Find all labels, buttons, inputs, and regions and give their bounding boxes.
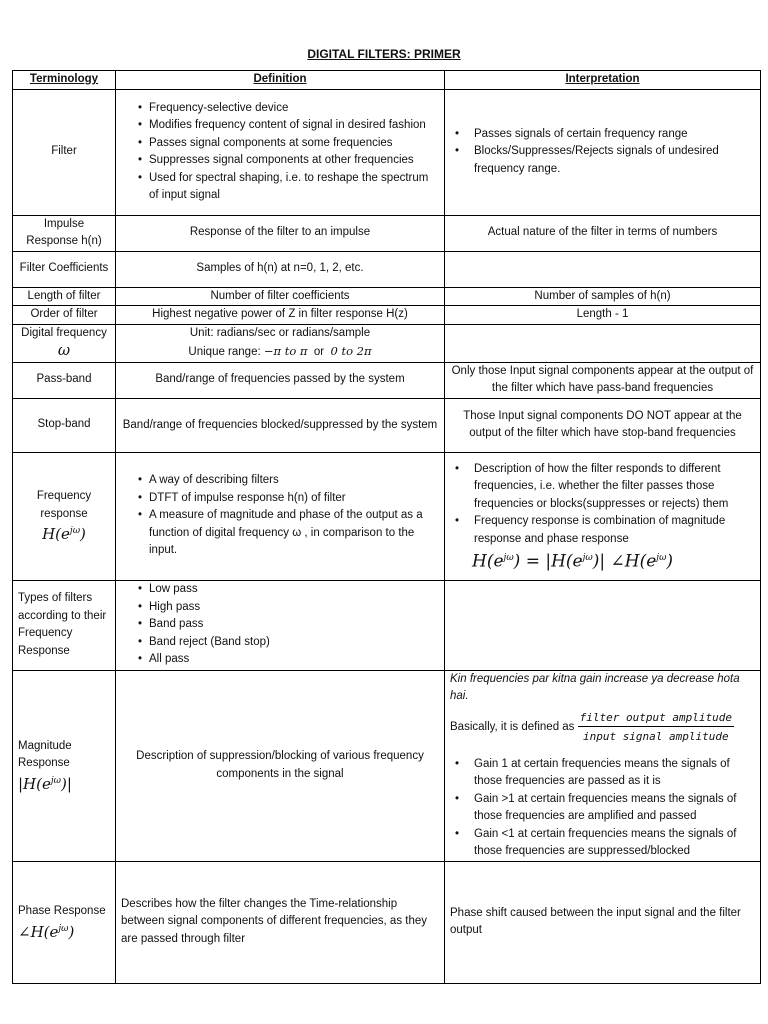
list-item: • A way of describing filters xyxy=(149,472,439,490)
interpretation-filter-coefficients xyxy=(445,251,761,287)
row-filter-coefficients xyxy=(13,251,761,287)
range-text: Unique range: −π to π or 0 to 2π xyxy=(188,343,372,358)
list-item: • Band reject (Band stop) xyxy=(149,634,439,652)
unit-text: Unit: radians/sec or radians/sample xyxy=(189,327,371,339)
frequency-response-symbol: $H(e^{j\omega})$ xyxy=(42,525,86,544)
header-row xyxy=(13,71,761,90)
definition-filter xyxy=(116,89,445,215)
interpretation-frequency-response-list xyxy=(450,461,755,549)
phase-response-symbol: $\angle H(e^{j\omega})$ xyxy=(18,922,75,941)
definition-types-list xyxy=(121,581,439,669)
list-item: • Gain <1 at certain frequencies means the signals of those frequencies are suppressed/blocked xyxy=(474,826,755,861)
interpretation-magnitude-list xyxy=(450,756,755,861)
term-pass-band: Pass-band xyxy=(13,362,116,398)
row-stop-band xyxy=(13,398,761,452)
page-title: DIGITAL FILTERS: PRIMER xyxy=(307,47,461,61)
definition-stop-band: Band/range of frequencies blocked/suppressed by the system xyxy=(116,398,445,452)
interpretation-length: Number of samples of h(n) xyxy=(445,287,761,306)
list-item: • Low pass xyxy=(149,581,439,599)
interpretation-impulse-response: Actual nature of the filter in terms of numbers xyxy=(445,215,761,251)
interpretation-phase-response: Phase shift caused between the input signal and the filter output xyxy=(445,861,761,983)
list-item: • Suppresses signal components at other frequencies xyxy=(149,152,439,170)
row-phase-response xyxy=(13,861,761,983)
list-item: • Used for spectral shaping, i.e. to reshape the spectrum of input signal xyxy=(149,170,439,205)
row-order xyxy=(13,306,761,325)
interpretation-magnitude-response xyxy=(445,670,761,861)
primer-table xyxy=(12,70,761,984)
interpretation-frequency-response xyxy=(445,452,761,580)
list-item: • Blocks/Suppresses/Rejects signals of undesired frequency range. xyxy=(474,143,755,178)
note-text: Kin frequencies par kitna gain increase ya decrease hota hai. xyxy=(450,672,740,702)
term-magnitude-response: Magnitude Response $|H(e^{j\omega})|$ xyxy=(13,670,116,861)
header-interpretation: Interpretation xyxy=(445,71,761,90)
term-length: Length of filter xyxy=(13,287,116,306)
definition-types-of-filters xyxy=(116,580,445,670)
term-order: Order of filter xyxy=(13,306,116,325)
interpretation-filter xyxy=(445,89,761,215)
term-frequency-response: Frequency response $H(e^{j\omega})$ xyxy=(13,452,116,580)
gain-fraction: $\frac{\text{filter output amplitude}}{\text{input signal amplitude}}$ xyxy=(579,710,732,743)
row-filter xyxy=(13,89,761,215)
term-impulse-response: Impulse Response h(n) xyxy=(13,215,116,251)
list-item: • Frequency-selective device xyxy=(149,100,439,118)
row-impulse-response xyxy=(13,215,761,251)
list-item: • A measure of magnitude and phase of the output as a function of digital frequency ω , in comparison to the input. xyxy=(149,507,439,560)
interpretation-order: Length - 1 xyxy=(445,306,761,325)
list-item: • Passes signals of certain frequency range xyxy=(474,126,755,144)
term-filter-coefficients: Filter Coefficients xyxy=(13,251,116,287)
list-item: • Passes signal components at some frequencies xyxy=(149,135,439,153)
list-item: • Frequency response is combination of magnitude response and phase response xyxy=(474,513,755,548)
list-item: • DTFT of impulse response h(n) of filter xyxy=(149,490,439,508)
list-item: • Modifies frequency content of signal in desired fashion xyxy=(149,117,439,135)
term-phase-response: Phase Response $\angle H(e^{j\omega})$ xyxy=(13,861,116,983)
row-types-of-filters xyxy=(13,580,761,670)
definition-impulse-response: Response of the filter to an impulse xyxy=(116,215,445,251)
interpretation-stop-band: Those Input signal components DO NOT appear at the output of the filter which have stop-band frequencies xyxy=(445,398,761,452)
interpretation-pass-band: Only those Input signal components appear at the output of the filter which have pass-band frequencies xyxy=(445,362,761,398)
frequency-response-equation: $H(e^{j\omega}) = |H(e^{j\omega})|$ $\angle H(e^{j\omega})$ xyxy=(472,551,674,572)
header-terminology: Terminology xyxy=(13,71,116,90)
definition-formula: Basically, it is defined as $\frac{\text{filter output amplitude}}{\text{input signal amplitude}}$ xyxy=(450,710,732,743)
definition-phase-response: Describes how the filter changes the Time-relationship between signal components of different frequencies, as they are passed through filter xyxy=(116,861,445,983)
definition-frequency-response xyxy=(116,452,445,580)
definition-digital-frequency xyxy=(116,324,445,362)
row-digital-frequency xyxy=(13,324,761,362)
interpretation-types-of-filters xyxy=(445,580,761,670)
list-item: • Gain >1 at certain frequencies means the signals of those frequencies are amplified and passed xyxy=(474,791,755,826)
definition-length: Number of filter coefficients xyxy=(116,287,445,306)
row-magnitude-response xyxy=(13,670,761,861)
definition-order: Highest negative power of Z in filter response H(z) xyxy=(116,306,445,325)
definition-magnitude-response: Description of suppression/blocking of various frequency components in the signal xyxy=(116,670,445,861)
header-definition: Definition xyxy=(116,71,445,90)
definition-filter-coefficients: Samples of h(n) at n=0, 1, 2, etc. xyxy=(116,251,445,287)
list-item: • All pass xyxy=(149,651,439,669)
interpretation-filter-list xyxy=(450,126,755,179)
row-length xyxy=(13,287,761,306)
row-pass-band xyxy=(13,362,761,398)
omega-symbol: ω xyxy=(57,341,71,359)
definition-filter-list xyxy=(121,100,439,205)
list-item: • Gain 1 at certain frequencies means the signals of those frequencies are passed as it is xyxy=(474,756,755,791)
list-item: • Description of how the filter responds to different frequencies, i.e. whether the filter passes those frequencies or blocks(suppresses or rejects) them xyxy=(474,461,755,514)
term-filter: Filter xyxy=(13,89,116,215)
term-types-of-filters: Types of filters according to their Frequency Response xyxy=(13,580,116,670)
term-stop-band: Stop-band xyxy=(13,398,116,452)
definition-pass-band: Band/range of frequencies passed by the system xyxy=(116,362,445,398)
magnitude-response-symbol: $|H(e^{j\omega})|$ xyxy=(18,774,72,793)
row-frequency-response xyxy=(13,452,761,580)
list-item: • High pass xyxy=(149,599,439,617)
definition-frequency-response-list xyxy=(121,472,439,560)
interpretation-digital-frequency xyxy=(445,324,761,362)
term-digital-frequency: Digital frequency ω xyxy=(13,324,116,362)
list-item: • Band pass xyxy=(149,616,439,634)
